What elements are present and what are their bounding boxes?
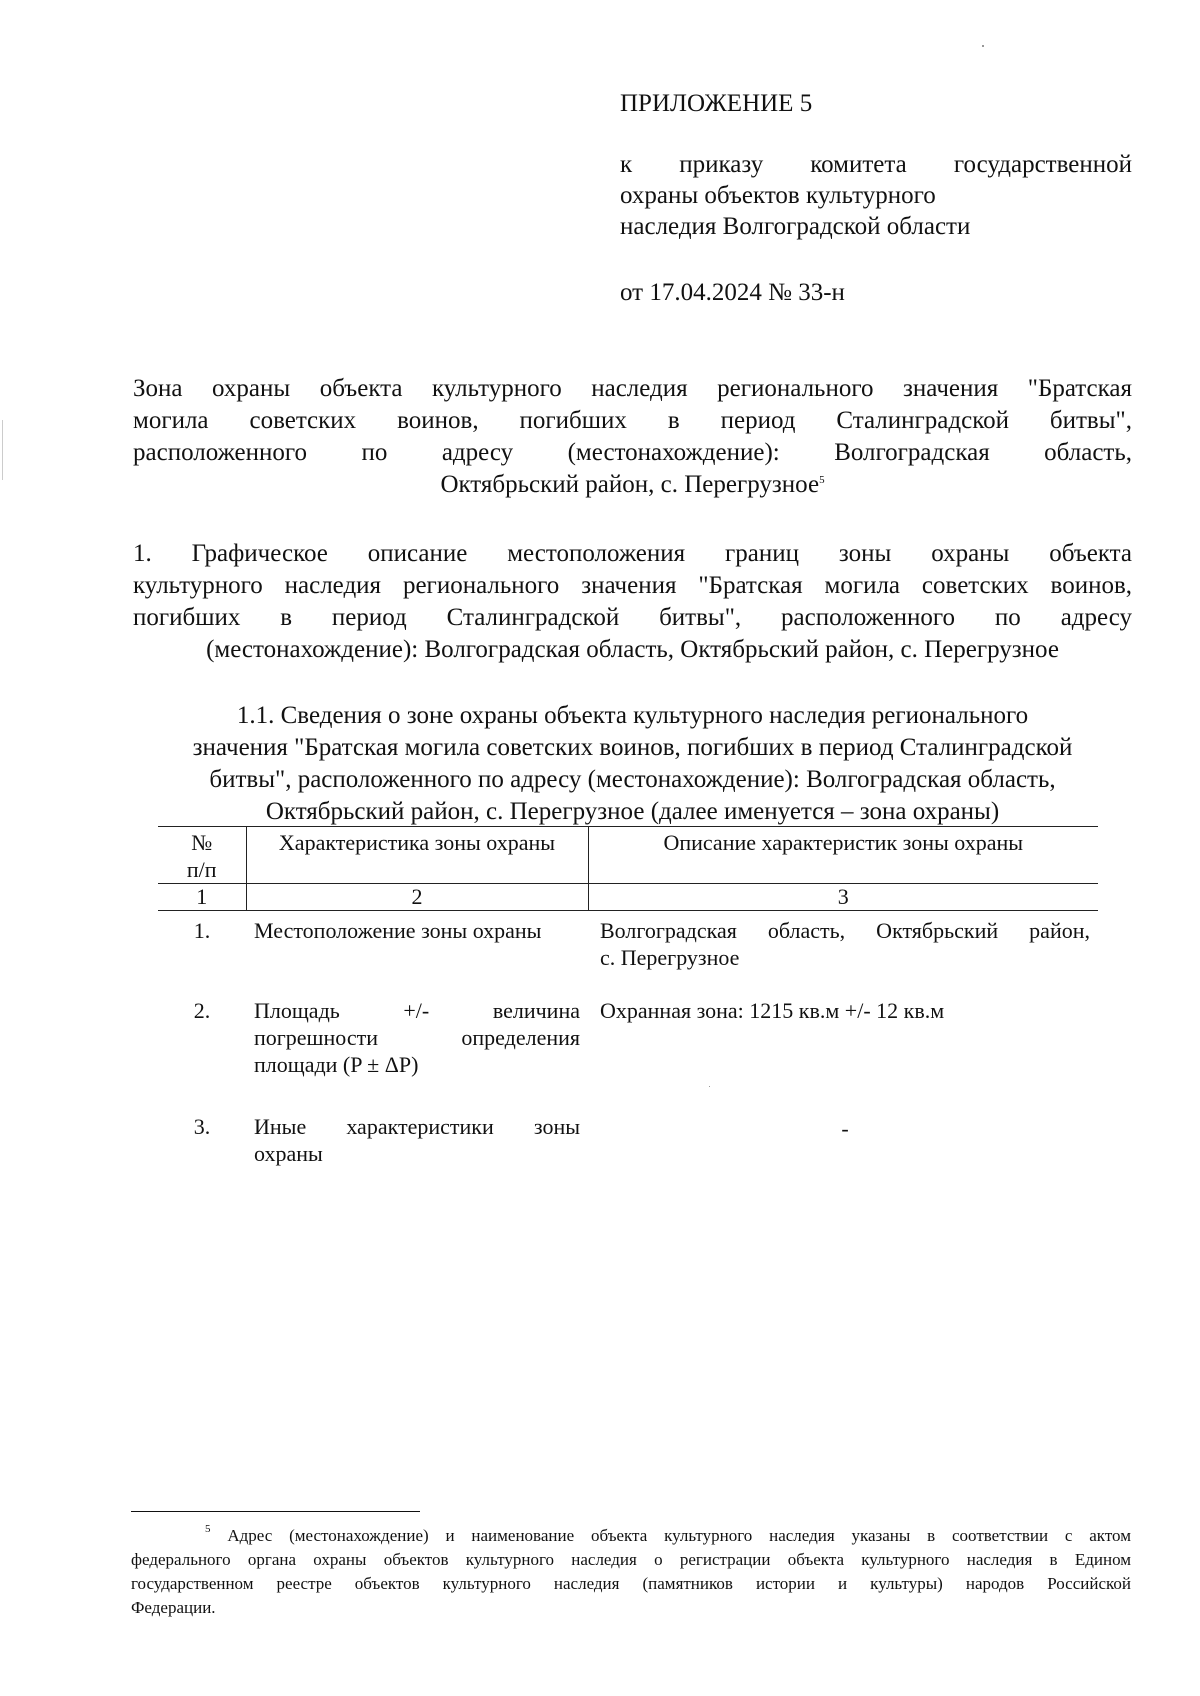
section-1-line: погибших в период Сталинградской битвы", расположенного по адресу: [133, 604, 1132, 631]
footnote-ref[interactable]: 5: [819, 474, 825, 486]
characteristic-line: площади (P ± ΔP): [254, 1052, 419, 1077]
section-1-1-line: 1.1. Сведения о зоне охраны объекта культурного наследия регионального: [236, 702, 1029, 729]
section-1-line: (местонахождение): Волгоградская область, Октябрьский район, с. Перегрузное: [206, 636, 1059, 663]
header-characteristic: Характеристика зоны охраны: [246, 827, 588, 884]
addressee-line: наследия Волгоградской области: [620, 213, 971, 240]
header-num-line: №: [191, 830, 213, 855]
scan-speck: [982, 45, 984, 47]
header-num-line: п/п: [186, 857, 217, 882]
zone-heading: [133, 373, 1132, 501]
row-characteristic: [246, 911, 588, 992]
scan-edge-mark: [2, 420, 3, 480]
zone-heading-line: Октябрьский район, с. Перегрузное: [440, 471, 820, 498]
footnote-marker: 5: [205, 1523, 211, 1535]
characteristic-line: погрешности определения: [254, 1025, 580, 1050]
column-number: 3: [588, 884, 1098, 911]
table-header-row: [158, 827, 1098, 884]
footnote-text: Адрес (местонахождение) и наименование объекта культурного наследия указаны в соответствии с актом: [227, 1526, 1131, 1545]
zone-heading-line: расположенного по адресу (местонахождение): Волгоградская область,: [133, 439, 1132, 466]
section-1-heading: [133, 538, 1132, 666]
characteristic-line: охраны: [254, 1141, 323, 1166]
column-number: 1: [158, 884, 246, 911]
table-column-numbers-row: [158, 884, 1098, 911]
row-characteristic: [246, 1107, 588, 1167]
characteristic-line: Иные характеристики зоны: [254, 1114, 580, 1139]
description-line: Волгоградская область, Октябрьский район,: [600, 918, 1090, 943]
zone-heading-line: Зона охраны объекта культурного наследия регионального значения "Братская: [133, 375, 1132, 402]
description-line: Охранная зона: 1215 кв.м +/- 12 кв.м: [600, 998, 945, 1023]
section-1-1-heading: [133, 700, 1132, 828]
header-num: [158, 827, 246, 884]
table-row: [158, 991, 1098, 1107]
appendix-title: ПРИЛОЖЕНИЕ 5: [620, 90, 813, 117]
section-1-line: 1. Графическое описание местоположения границ зоны охраны объекта: [133, 540, 1132, 567]
footnote-line: государственном реестре объектов культурного наследия (памятников истории и культуры) народов Российской: [131, 1574, 1131, 1593]
row-description: [588, 911, 1098, 992]
row-number: 2.: [193, 998, 211, 1023]
zone-heading-last-line: [133, 469, 1132, 501]
footnote-line: [131, 1524, 1131, 1548]
section-1-1-line: Октябрьский район, с. Перегрузное (далее именуется – зона охраны): [265, 798, 1000, 825]
row-description: -: [841, 1116, 849, 1141]
addressee-line: к приказу комитета государственной: [620, 151, 1132, 178]
zone-heading-line: могила советских воинов, погибших в период Сталинградской битвы",: [133, 407, 1132, 434]
row-characteristic: [246, 991, 588, 1107]
section-1-line: культурного наследия регионального значения "Братская могила советских воинов,: [133, 572, 1132, 599]
characteristic-line: Площадь +/- величина: [254, 998, 580, 1023]
table-row: [158, 1107, 1098, 1167]
description-line: с. Перегрузное: [600, 945, 740, 970]
appendix-dateline: от 17.04.2024 № 33-н: [620, 279, 845, 306]
column-number: 2: [246, 884, 588, 911]
section-1-1-line: значения "Братская могила советских воинов, погибших в период Сталинградской: [192, 734, 1073, 761]
footnote-separator: [131, 1511, 420, 1512]
characteristic-line: Местоположение зоны охраны: [254, 918, 542, 943]
footnote-line: Федерации.: [131, 1598, 216, 1617]
zone-characteristics-table: [158, 826, 1098, 1167]
footnote: [131, 1524, 1131, 1620]
table-row: [158, 911, 1098, 992]
appendix-addressee: [620, 149, 1132, 242]
section-1-1-line: битвы", расположенного по адресу (местонахождение): Волгоградская область,: [209, 766, 1056, 793]
row-number: 1.: [193, 918, 211, 943]
header-description: Описание характеристик зоны охраны: [588, 827, 1098, 884]
footnote-line: федерального органа охраны объектов культурного наследия о регистрации объекта культурного наследия в Едином: [131, 1550, 1131, 1569]
addressee-line: охраны объектов культурного: [620, 182, 936, 209]
row-number: 3.: [193, 1114, 211, 1139]
row-description: [588, 991, 1098, 1107]
